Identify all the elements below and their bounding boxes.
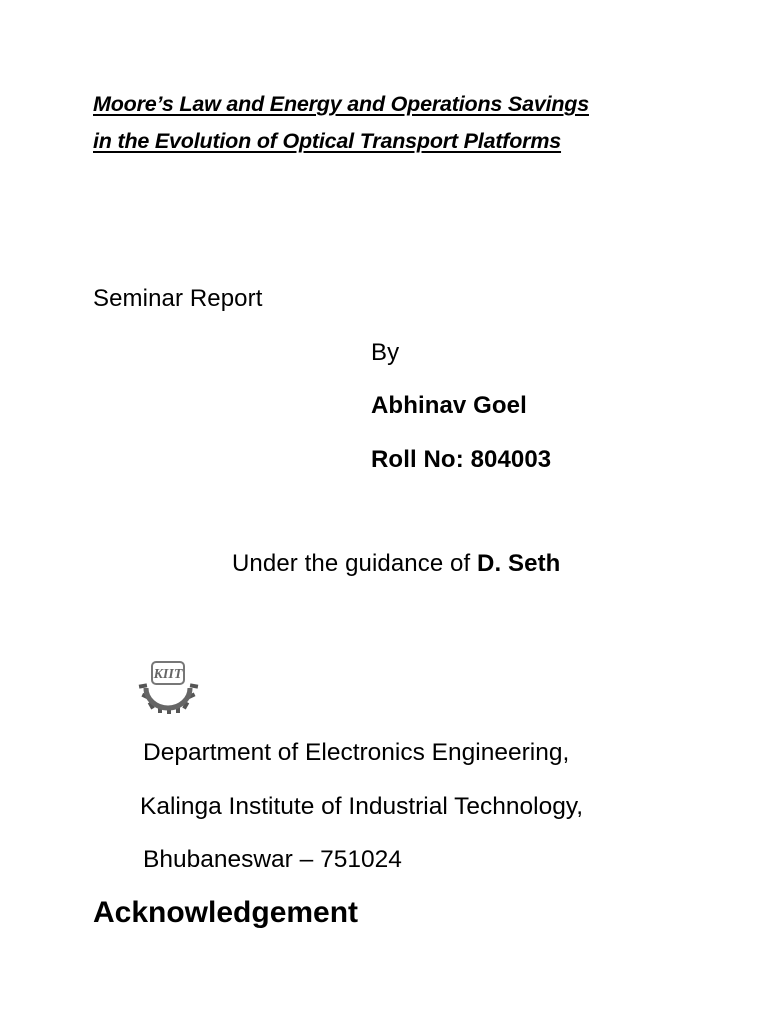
kiit-logo-text: KIIT <box>153 667 183 682</box>
guide-name: D. Seth <box>477 550 561 577</box>
city-line: Bhubaneswar – 751024 <box>143 846 402 873</box>
guidance-line <box>232 550 560 578</box>
kiit-logo-icon <box>136 658 200 714</box>
roll-number: 804003 <box>470 446 552 473</box>
report-type: Seminar Report <box>93 285 263 312</box>
report-title-line-2: in the Evolution of Optical Transport Platforms <box>93 129 562 153</box>
institute-line: Kalinga Institute of Industrial Technology, <box>140 793 584 820</box>
roll-number-label: Roll No: <box>371 446 471 473</box>
department-line: Department of Electronics Engineering, <box>143 739 570 766</box>
guidance-prefix: Under the guidance of <box>232 550 478 577</box>
report-title-line-1: Moore’s Law and Energy and Operations Savings <box>93 92 589 116</box>
acknowledgement-heading: Acknowledgement <box>93 896 359 929</box>
by-label: By <box>371 339 400 366</box>
author-name: Abhinav Goel <box>371 392 527 419</box>
roll-number-line <box>371 446 551 474</box>
